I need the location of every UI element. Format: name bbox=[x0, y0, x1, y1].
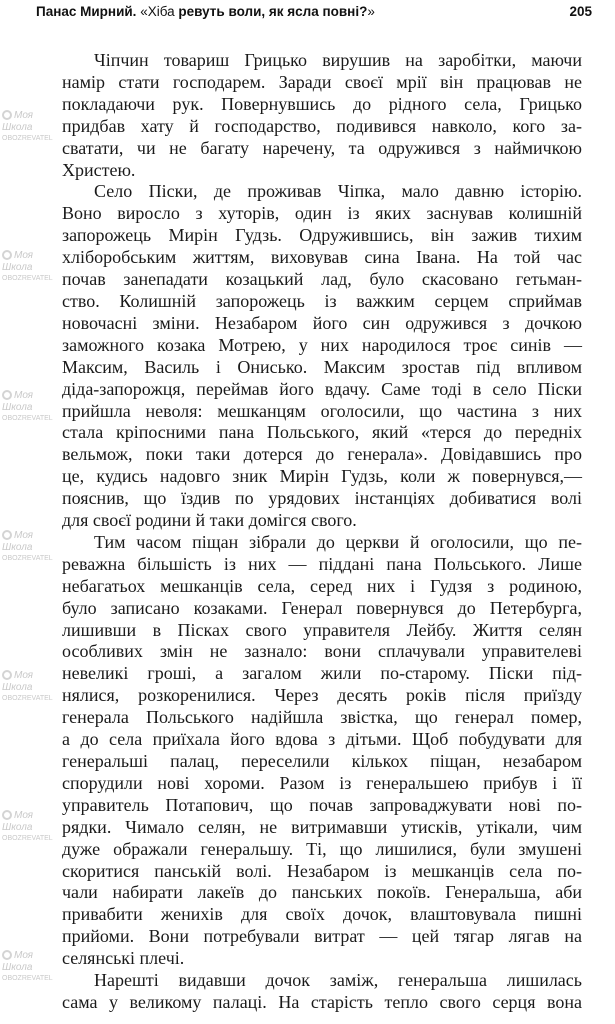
text-line: прийоми. Вони потребували витрат — цей тягар лягав на bbox=[62, 926, 582, 947]
watermark bbox=[2, 530, 58, 564]
text-line: хліборобським життям, виховував сина Івана. На той час bbox=[62, 247, 582, 268]
running-header bbox=[36, 4, 592, 24]
watermark-brand: OBOZREVATEL bbox=[2, 135, 53, 142]
text-line: нялися, розкоренилися. Через десять років після приїзду bbox=[62, 685, 582, 706]
watermark-brand: OBOZREVATEL bbox=[2, 415, 53, 422]
text-line: діда-запорожця, переймав його вдачу. Саме тоді в село Піски bbox=[62, 378, 582, 399]
text-line: стала кріпосними пана Польського, який «терся до передніх bbox=[62, 422, 582, 443]
paragraph bbox=[62, 181, 582, 532]
text-line: це, кудись надовго зник Мирін Гудзь, коли ж повернувся,— bbox=[62, 466, 582, 487]
text-line: спорудили нові хороми. Разом із генеральшею прибув і її bbox=[62, 772, 582, 793]
watermark bbox=[2, 110, 58, 144]
text-line: намір стати господарем. Заради своєї мрії він працював не bbox=[62, 71, 582, 92]
text-line: Тим часом піщан зібрали до церкви й оголосили, що пе- bbox=[94, 531, 582, 552]
watermark bbox=[2, 950, 58, 984]
watermark-brand: OBOZREVATEL bbox=[2, 275, 53, 282]
text-line: чали набирати лакеїв до панських покоїв. Генеральша, аби bbox=[62, 882, 582, 903]
watermark-school: Моя Школа bbox=[2, 530, 34, 553]
watermark-logo-icon bbox=[2, 950, 12, 960]
watermark-brand: OBOZREVATEL bbox=[2, 835, 53, 842]
text-line: рядки. Чимало селян, не витримавши утисків, утікали, чим bbox=[62, 816, 582, 837]
watermark bbox=[2, 250, 58, 284]
text-line: а до села приїхала його вдова з дітьми. Щоб побудувати для bbox=[62, 729, 582, 750]
text-line: Максим, Василь і Онисько. Максим зростав під впливом bbox=[62, 356, 582, 377]
text-line: було записано козаками. Генерал повернувся до Петербурга, bbox=[62, 597, 582, 618]
page-number: 205 bbox=[569, 4, 592, 19]
watermark-logo-icon bbox=[2, 810, 12, 820]
header-author: Панас Мирний. bbox=[36, 4, 137, 19]
header-title-open: «Хіба bbox=[140, 4, 179, 19]
watermark bbox=[2, 670, 58, 704]
watermark-school: Моя Школа bbox=[2, 670, 34, 693]
header-title-close: » bbox=[367, 4, 375, 19]
text-line: для своєї родини й таки домігся свого. bbox=[62, 510, 357, 531]
text-line: новочасні зміни. Незабаром його син одружився з дочкою bbox=[62, 312, 582, 333]
text-line: скоритися панській волі. Незабаром із мешканців села по- bbox=[62, 860, 582, 881]
watermark-brand: OBOZREVATEL bbox=[2, 695, 53, 702]
text-line: Нарешті видавши дочок заміж, генеральша лишилась bbox=[94, 970, 582, 991]
paragraph bbox=[62, 970, 582, 1014]
text-line: привабити женихів для своїх дочок, влаштовувала пишні bbox=[62, 904, 582, 925]
text-line: Село Піски, де проживав Чіпка, мало давню історію. bbox=[94, 181, 582, 202]
header-title: ревуть воли, як ясла повні? bbox=[178, 4, 368, 19]
text-line: небагатьох мешканців села, серед них і Гудзя з родиною, bbox=[62, 575, 582, 596]
page-body-text bbox=[62, 50, 582, 1014]
watermark-school: Моя Школа bbox=[2, 950, 34, 973]
text-line: пояснив, що їздив по урядових інстанціях добиватися волі bbox=[62, 488, 582, 509]
watermark-school: Моя Школа bbox=[2, 390, 34, 413]
watermark-brand: OBOZREVATEL bbox=[2, 975, 53, 982]
text-line: особливих змін не зазнало: вони сплачували управителеві bbox=[62, 641, 582, 662]
text-line: покладаючи рук. Повернувшись до рідного села, Грицько bbox=[62, 93, 582, 114]
text-line: вельмож, поки таки дотерся до генерала». Довідавшись про bbox=[62, 444, 582, 465]
text-line: заможного козака Мотрею, у них народилося троє синів — bbox=[62, 334, 582, 355]
text-line: сватати, чи не багату наречену, та одружився з наймичкою bbox=[62, 137, 582, 158]
watermark-school: Моя Школа bbox=[2, 250, 34, 273]
text-line: придбав хату й господарство, подивився навколо, кого за- bbox=[62, 115, 582, 136]
text-line: генеральші палац, переселили кількох піщан, незабаром bbox=[62, 751, 582, 771]
watermark-logo-icon bbox=[2, 250, 12, 260]
watermark-school: Моя Школа bbox=[2, 810, 34, 833]
text-line: прийшла неволя: мешканцям оголосили, що частина з них bbox=[62, 400, 582, 421]
text-line: невеликі гроші, а загалом жили по-старому. Піски під- bbox=[62, 663, 582, 684]
watermark-brand: OBOZREVATEL bbox=[2, 555, 53, 562]
text-line: реважна більшість із них — піддані пана Польського. Лише bbox=[62, 553, 582, 574]
text-line: ство. Колишній запорожець із важким серцем сприймав bbox=[62, 290, 582, 311]
paragraph bbox=[62, 532, 582, 970]
watermark bbox=[2, 810, 58, 844]
watermark-logo-icon bbox=[2, 530, 12, 540]
text-line: дуже ображали генеральшу. Ті, що лишилися, були змушені bbox=[62, 838, 582, 859]
watermark-logo-icon bbox=[2, 110, 12, 120]
watermark bbox=[2, 390, 58, 424]
watermark-logo-icon bbox=[2, 670, 12, 680]
text-line: запорожець Мирін Гудзь. Одружившись, він зажив тихим bbox=[62, 225, 582, 246]
text-line: управитель Потапович, що почав запроваджувати нові по- bbox=[62, 794, 582, 815]
watermark-logo-icon bbox=[2, 390, 12, 400]
text-line: сама у великому палаці. На старість тепло свого серця вона bbox=[62, 991, 582, 1012]
watermark-school: Моя Школа bbox=[2, 110, 34, 133]
text-line: Воно виросло з хуторів, один із яких заснував колишній bbox=[62, 203, 582, 224]
text-line: Чіпчин товариш Грицько вирушив на заробітки, маючи bbox=[94, 50, 582, 70]
text-line: почав занепадати козацький лад, було скасовано гетьман- bbox=[62, 269, 582, 290]
text-line: Христею. bbox=[62, 159, 136, 180]
text-line: лишивши в Пісках свого управителя Лейбу. Життя селян bbox=[62, 619, 582, 640]
text-line: генерала Польського надійшла звістка, що генерал помер, bbox=[62, 707, 582, 728]
paragraph bbox=[62, 50, 582, 181]
text-line: селянські плечі. bbox=[62, 948, 185, 969]
